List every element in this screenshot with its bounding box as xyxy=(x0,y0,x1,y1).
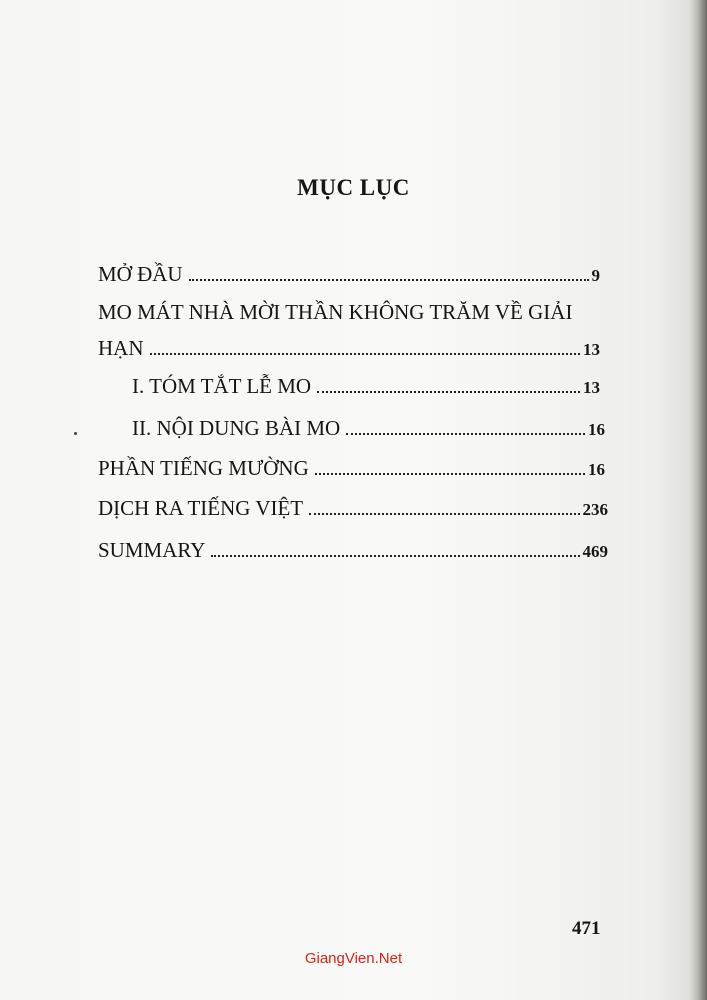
toc-entry-mo-mat-nha[interactable] xyxy=(98,336,600,361)
toc-entry-label: MỞ ĐẦU xyxy=(98,262,183,286)
page-title: MỤC LỤC xyxy=(297,175,410,200)
toc-entry-summary[interactable] xyxy=(98,538,608,563)
toc-entry-phan-tieng-muong[interactable] xyxy=(98,456,605,481)
toc-entry-page: 16 xyxy=(588,460,605,479)
toc-entry-label: DỊCH RA TIẾNG VIỆT xyxy=(98,496,304,520)
scan-speck xyxy=(74,432,77,435)
toc-leader-dots xyxy=(309,512,579,515)
toc-entry-dich-ra-tieng-viet[interactable] xyxy=(98,496,608,521)
toc-entry-page: 9 xyxy=(591,266,600,285)
toc-entry-tom-tat-le-mo[interactable] xyxy=(132,374,600,399)
toc-entry-noi-dung-bai-mo[interactable] xyxy=(132,416,605,441)
toc-entry-label: I. TÓM TẮT LỄ MO xyxy=(132,374,312,398)
toc-entry-mo-dau[interactable] xyxy=(98,262,600,287)
toc-entry-label: HẠN xyxy=(98,336,144,360)
toc-leader-dots xyxy=(211,554,579,557)
toc-leader-dots xyxy=(346,432,585,435)
toc-leader-dots xyxy=(315,472,585,475)
toc-leader-dots xyxy=(189,278,589,281)
toc-entry-page: 13 xyxy=(583,378,600,397)
watermark-text: GiangVien.Net xyxy=(304,950,403,967)
toc-entry-page: 16 xyxy=(588,420,605,439)
toc-entry-label: SUMMARY xyxy=(98,538,206,562)
toc-leader-dots xyxy=(317,390,580,393)
toc-entry-mo-mat-nha-line1[interactable]: MO MÁT NHÀ MỜI THẦN KHÔNG TRĂM VỀ GIẢI xyxy=(98,300,573,324)
toc-entry-label: PHẦN TIẾNG MƯỜNG xyxy=(98,456,309,480)
page-number: 471 xyxy=(572,918,601,939)
toc-entry-label: II. NỘI DUNG BÀI MO xyxy=(132,416,341,440)
toc-entry-page: 236 xyxy=(582,500,608,519)
page-binding-edge xyxy=(689,0,707,1000)
toc-leader-dots xyxy=(150,352,581,355)
toc-entry-page: 469 xyxy=(582,542,608,561)
toc-entry-page: 13 xyxy=(583,340,600,359)
